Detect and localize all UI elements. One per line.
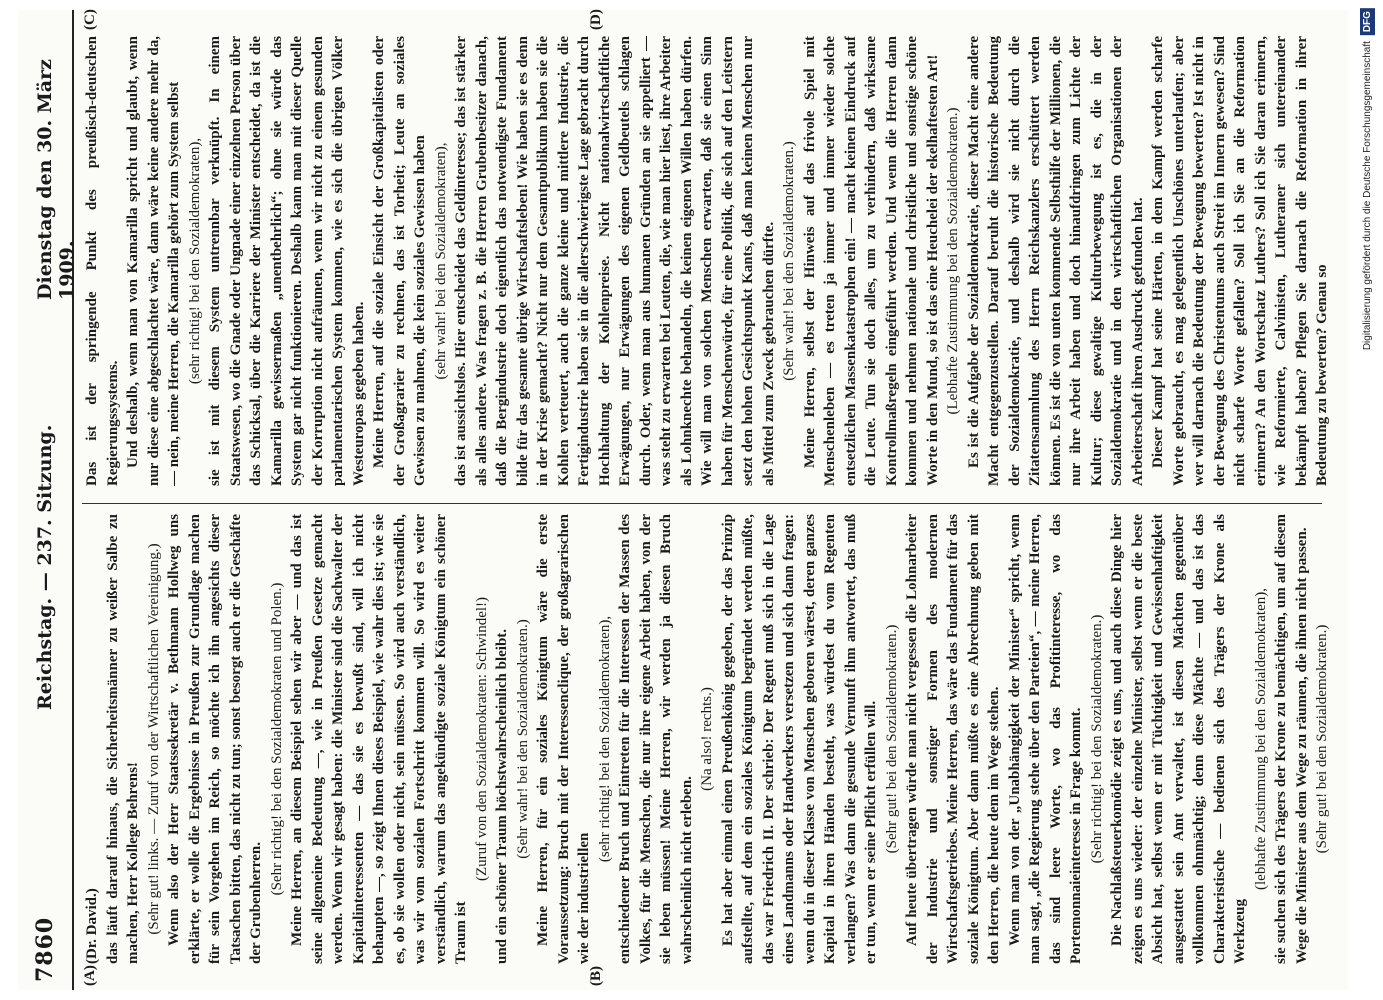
- paragraph: Dieser Kampf hat seine Härten, in dem Kampf werden scharfe Worte gebraucht, es mag gelegentlich Unschönes unterlaufen; aber wer will darnach die Bedeutung der Bewegung bewerten? Ist nicht in der Bewegung des Christentums auch Streit im Innern gewesen? Sind nicht scharfe Worte gefallen? Soll ich Sie an die Reformation erinnern? An den Wortschatz Luthers? Soll ich Sie daran erinnern, wie Reformierte, Calvinisten, Lutheraner sich untereinander bekämpft haben? Pflegen Sie darnach die Reformation in ihrer Bedeutung zu bewerten? Genau so: [1150, 36, 1330, 486]
- interjection: (sehr richtig! bei den Sozialdemokraten),: [186, 137, 203, 385]
- paragraph: Wenn also der Herr Staatssekretär v. Bethmann Hollweg uns erklärte, er wolle die Ergebnisse in Preußen zur Grundlage machen für sein Vorgehen im Reich, so möchte ich ihn angesichts dieser Tatsachen bitten, das nicht zu tun; sonst besorgt auch er die Geschäfte der Grubenherren.: [166, 514, 264, 964]
- digitization-sidebar: [1360, 8, 1375, 350]
- interjection: (Sehr gut! bei den Sozialdemokraten.): [1314, 624, 1330, 854]
- interjection: (sehr richtig! bei den Sozialdemokraten),: [596, 615, 613, 863]
- interjection: (Na also! rechts.): [699, 687, 715, 791]
- paragraph: das läuft darauf hinaus, die Sicherheitsmänner zu weißer Salbe zu machen, Herr Kollege Behrens!: [104, 514, 141, 964]
- paragraph: Und deshalb, wenn man von Kamarilla spricht und glaubt, wenn nur diese eine abgeschlachtet wäre, dann wäre keine andere mehr da, — nein, meine Herren, die Kamarilla gehört zum System selbst: [125, 36, 182, 486]
- paragraph: Es ist die Aufgabe der Sozialdemokratie, dieser Macht eine andere Macht entgegenzustellen. Darauf beruht die historische Bedeutung der Sozialdemokratie, und deshalb wird sie nicht durch die Zitatensammlung des Herrn Reichskanzlers erschüttert werden können. Es ist die von unten kommende Selbsthilfe der Millionen, die nur ihre Arbeit haben und doch hinaufdringen zum Lichte der Kultur; diese gewaltige Kulturbewegung ist es, die in der Sozialdemokratie und in den wirtschaftlichen Organisationen der Arbeiterschaft ihren Ausdruck gefunden hat.: [965, 36, 1146, 486]
- paragraph: Auf heute übertragen würde man nicht vergessen die Lohnarbeiter der Industrie und sonstiger Formen des modernen Wirtschaftsgetriebes. Meine Herren, das wäre das Fundament für das soziale Königtum. Aber dann müßte es eine Abrechnung geben mit den Herren, die heute dem im Wege stehen.: [904, 514, 1002, 964]
- margin-mark-d: (D): [588, 9, 604, 30]
- rotated-document-page: [18, 10, 1348, 990]
- header-date: Dienstag den 30. März 1909.: [34, 59, 78, 300]
- interjection: (sehr wahr! bei den Sozialdemokraten),: [432, 142, 449, 380]
- interjection: (Zuruf von den Sozialdemokraten: Schwindel!): [473, 596, 490, 882]
- margin-mark-a: (A): [82, 965, 98, 986]
- interjection: (Sehr wahr! bei den Sozialdemokraten.): [781, 141, 797, 381]
- paragraph: Meine Herren, an diesem Beispiel sehen wir aber — und das ist seine allgemeine Bedeutung —, wie in Preußen Gesetze gemacht werden. Wenn wir gesagt haben: die Minister sind die Sachwalter der Kapitalinteressenten — das sie es bewußt sind, will ich nicht behaupten —, so zeigt Ihnen dieses Beispiel, wie wahr dies ist; wie sie es, ob sie wollen oder nicht, sein müssen. So wird auch verständlich, was wir vom sozialen Fortschritt kommen will. So wird es weiter verständlich, warum das angekündigte soziale Königtum ein schöner Traum ist: [289, 514, 469, 964]
- paragraph: entschiedener Bruch und Eintreten für die Interessen der Massen des Volkes, für die Menschen, die nur ihre eigene Arbeit haben, von der sie leben müssen! Meine Herren, wir werden ja diesen Bruch wahrscheinlich nicht erleben.: [617, 514, 695, 964]
- left-text-column: [82, 514, 1332, 964]
- interjection: (Sehr gut! links. — Zuruf von der Wirtschaftlichen Vereinigung.): [145, 543, 162, 935]
- paragraph: Meine Herren, auf die soziale Einsicht der Großkapitalisten oder der Großagrarier zu rechnen, das ist Torheit; Leute an soziales Gewissen zu mahnen, die kein soziales Gewissen haben: [371, 36, 428, 486]
- paragraph: das ist aussichtslos. Hier entscheidet das Geldinteresse; das ist stärker als alles andere. Was fragen z. B. die Herren Grubenbesitzer danach, daß die Bergindustrie doch eigentlich das notwendigste Fundament bilde für das gesamte übrige Wirtschaftsleben! Wie haben sie es denn in der Krise gemacht? Nicht nur dem Gesamtpublikum haben sie die Kohlen verteuert, auch die ganze kleine und mittlere Industrie, die Fertigindustrie haben sie in die allerschwierigste Lage gebracht durch Hochhaltung der Kohlenpreise. Nicht nationalwirtschaftliche Erwägungen, nur Erwägungen des eigenen Geldbeutels schlagen durch. Oder, wenn man aus humanen Gründen an sie appelliert — was steht zu erwarten bei Leuten, die, wie man hier liest, ihre Arbeiter als Lohnknechte behandeln, die keinen eigenen Willen haben dürfen. Wie will man von solchen Menschen erwarten, daß sie einen Sinn haben für Menschenwürde, für eine Politik, die sich auf den Leitstern setzt den hohen Gesichtspunkt Kants, daß man keinen Menschen nur als Mittel zum Zweck gebrauchen dürfte.: [453, 36, 777, 486]
- paragraph: Meine Herren, selbst der Hinweis auf das frivole Spiel mit Menschenleben — es treten ja immer und immer wieder solche entsetzlichen Massenkatastrophen ein! — macht keinen Eindruck auf die Leute. Tun sie doch alles, um zu verhindern, daß wirksame Kontrollmaßregeln eingeführt werden. Und wenn die Herren dann kommen und nehmen nationale und christliche und sonstige schöne Worte in den Mund, so ist das eine Heuchelei der ekelhaftesten Art!: [801, 36, 941, 486]
- right-text-column: [82, 36, 1332, 486]
- paragraph: sie suchen sich des Trägers der Krone zu bemächtigen, um auf diesem Wege die Minister aus dem Wege zu räumen, die ihnen nicht passen.: [1273, 514, 1310, 964]
- paragraph: Die Nachlaßsteuerkomödie zeigt es uns, und auch diese Dinge hier zeigen es uns wieder: der einzelne Minister, selbst wenn er die beste Absicht hat, selbst wenn er mit Tüchtigkeit und Gewissenhaftigkeit ausgestattet sein Amt verwaltet, ist diesen Mächten gegenüber vollkommen ohnmächtig; denn diese Mächte — und das ist das Charakteristische — bedienen sich des Trägers der Krone als Werkzeug: [1109, 514, 1248, 964]
- margin-mark-b: (B): [588, 966, 604, 986]
- paragraph: (Dr. David.): [84, 888, 100, 964]
- interjection: (Sehr gut! bei den Sozialdemokraten.): [883, 624, 900, 854]
- interjection: (Sehr richtig! bei den Sozialdemokraten.): [1088, 614, 1105, 864]
- paragraph: Das ist der springende Punkt des preußisch-deutschen Regierungssystems.: [84, 36, 121, 486]
- paragraph: Es hat aber einmal einen Preußenkönig gegeben, der das Prinzip aufstellte, auf dem ein soziales Königtum begründet werden müßte, das war Friedrich II. Der schrieb: Der Regent muß sich in die Lage eines Landmanns oder Handwerkers versetzen und sich dann fragen: wenn du in dieser Klasse von Menschen geboren wärest, deren ganzes Kapital in ihren Händen besteht, was würdest du vom Regenten verlangen? Was dann die gesunde Vernunft ihm antwortet, das muß er tun, wenn er seine Pflicht erfüllen will.: [719, 514, 879, 964]
- interjection: (lebhafte Zustimmung bei den Sozialdemokraten),: [1252, 588, 1269, 890]
- page-header: [18, 10, 78, 990]
- interjection: (Lebhafte Zustimmung bei den Sozialdemokraten.): [945, 107, 961, 415]
- interjection: (Sehr wahr! bei den Sozialdemokraten.): [514, 619, 531, 859]
- digitization-note: Digitalisierung gefördert durch die Deutsche Forschungsgemeinschaft: [1362, 41, 1373, 351]
- column-divider: [82, 503, 1322, 504]
- dfg-logo: DFG: [1360, 8, 1375, 35]
- paragraph: und ein schöner Traum höchstwahrscheinlich bleibt.: [494, 628, 510, 964]
- page-number: 7860: [32, 916, 58, 982]
- paragraph: Wenn man von der „Unabhängigkeit der Minister“ spricht, wenn man sagt, „die Regierung stehe über den Parteien“, — meine Herren, das sind leere Worte, wo das Profitinteresse, wo das Portemonnaieinteresse in Frage kommt.: [1006, 514, 1084, 964]
- paragraph: sie ist mit diesem System untrennbar verknüpft. In einem Staatswesen, wo die Gnade oder Ungnade einer einzelnen Person über das Schicksal, über die Karriere der Minister entscheidet, da ist die Kamarilla gewissermaßen „unentbehrlich“; ohne sie würde das System gar nicht funktionieren. Deshalb kann man mit dieser Quelle der Korruption nicht aufräumen, wenn wir nicht zu einem gesunden parlamentarischen System kommen, wie es sich die übrigen Völker Westeuropas gegeben haben.: [207, 36, 367, 486]
- paragraph: Meine Herren, für ein soziales Königtum wäre die erste Voraussetzung: Bruch mit der Interessenclique, der großagrarischen wie der industriellen: [535, 514, 592, 964]
- margin-mark-c: (C): [82, 9, 98, 30]
- header-session-title: Reichstag. — 237. Sitzung.: [34, 424, 56, 710]
- interjection: (Sehr richtig! bei den Sozialdemokraten und Polen.): [268, 582, 285, 896]
